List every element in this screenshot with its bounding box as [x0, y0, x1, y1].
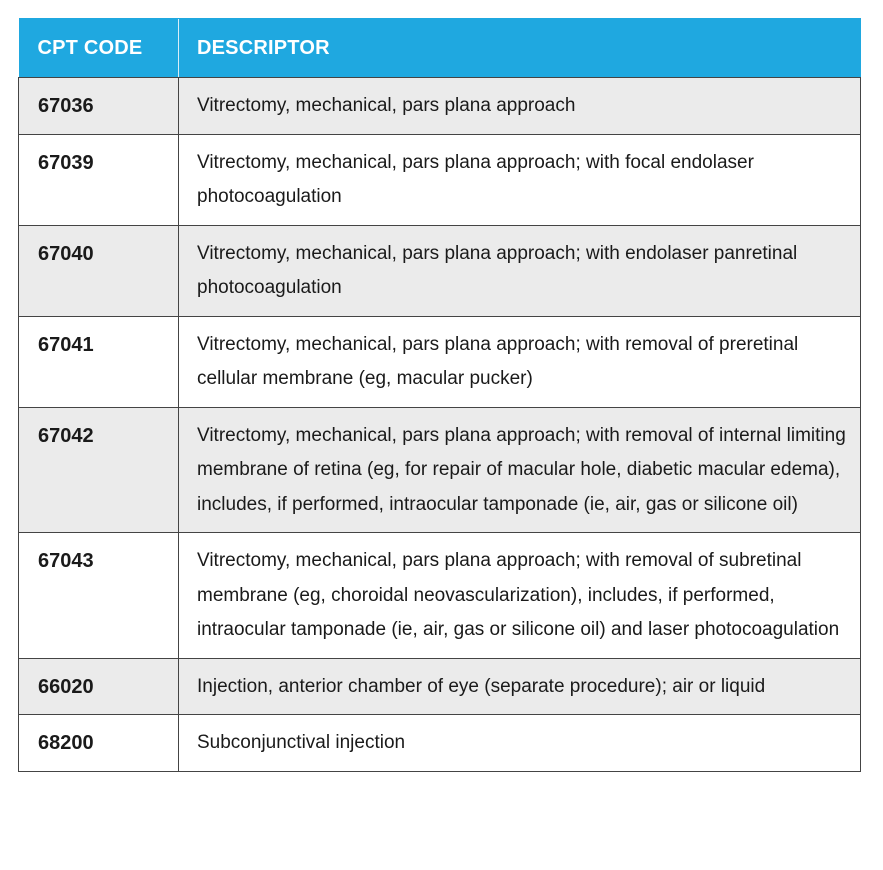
cpt-code-cell: 67043 — [19, 533, 179, 659]
header-cpt-code: CPT CODE — [19, 19, 179, 78]
cpt-code-cell: 67036 — [19, 78, 179, 135]
cpt-code-cell: 67040 — [19, 225, 179, 316]
cpt-code-table — [18, 18, 861, 772]
descriptor-cell: Subconjunctival injection — [179, 715, 861, 772]
table-row — [19, 225, 861, 316]
table-row — [19, 407, 861, 533]
header-row — [19, 19, 861, 78]
cpt-code-cell: 68200 — [19, 715, 179, 772]
descriptor-cell: Vitrectomy, mechanical, pars plana approach; with removal of internal limiting membrane of retina (eg, for repair of macular hole, diabetic macular edema), includes, if performed, intraocular tamponade (ie, air, gas or silicone oil) — [179, 407, 861, 533]
cpt-code-cell: 66020 — [19, 658, 179, 715]
descriptor-cell: Vitrectomy, mechanical, pars plana approach; with focal endolaser photocoagulation — [179, 134, 861, 225]
table-row — [19, 533, 861, 659]
cpt-code-cell: 67041 — [19, 316, 179, 407]
table-row — [19, 715, 861, 772]
descriptor-cell: Vitrectomy, mechanical, pars plana approach; with removal of subretinal membrane (eg, choroidal neovascularization), includes, if performed, intraocular tamponade (ie, air, gas or silicone oil) and laser photocoagulation — [179, 533, 861, 659]
table-header — [19, 19, 861, 78]
descriptor-cell: Vitrectomy, mechanical, pars plana approach — [179, 78, 861, 135]
table-row — [19, 134, 861, 225]
header-descriptor: DESCRIPTOR — [179, 19, 861, 78]
table-row — [19, 78, 861, 135]
table-row — [19, 316, 861, 407]
table-body — [19, 78, 861, 772]
descriptor-cell: Vitrectomy, mechanical, pars plana approach; with endolaser panretinal photocoagulation — [179, 225, 861, 316]
descriptor-cell: Injection, anterior chamber of eye (separate procedure); air or liquid — [179, 658, 861, 715]
cpt-code-cell: 67042 — [19, 407, 179, 533]
descriptor-cell: Vitrectomy, mechanical, pars plana approach; with removal of preretinal cellular membrane (eg, macular pucker) — [179, 316, 861, 407]
cpt-code-cell: 67039 — [19, 134, 179, 225]
table-row — [19, 658, 861, 715]
